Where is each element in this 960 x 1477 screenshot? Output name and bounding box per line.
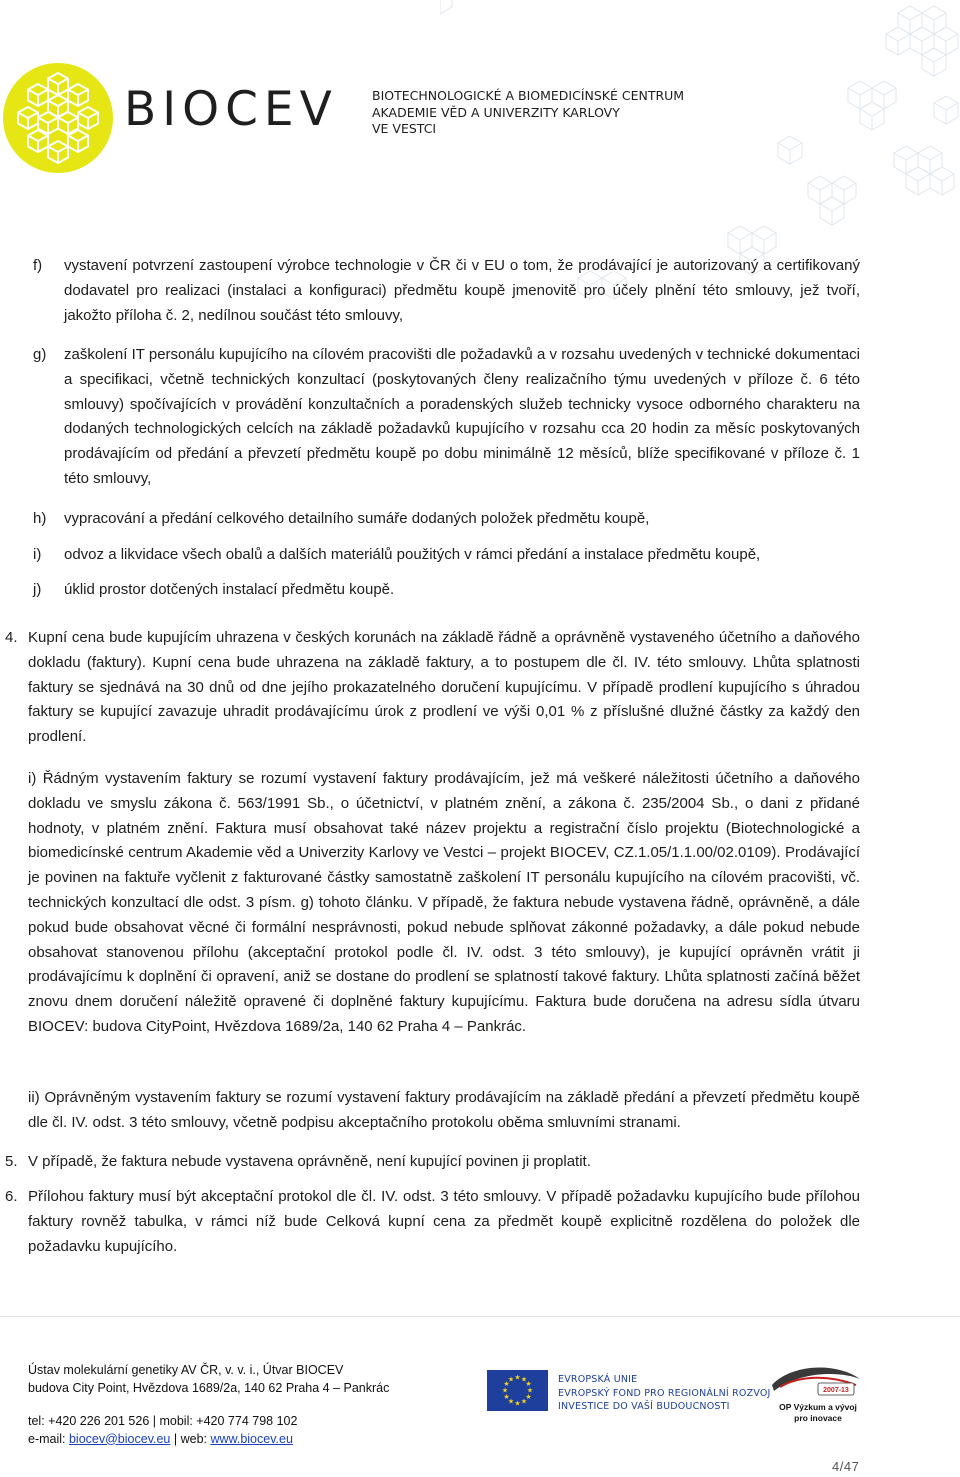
item-text: úklid prostor dotčených instalací předmětu koupě. <box>64 581 395 598</box>
biocev-logo-icon <box>2 62 114 174</box>
svg-text:2007-13: 2007-13 <box>823 1387 849 1394</box>
section-number: 5. <box>5 1153 18 1170</box>
svg-text:★: ★ <box>514 1373 521 1382</box>
section-number: 6. <box>5 1188 18 1205</box>
section-text: V případě, že faktura nebude vystavena oprávněně, není kupující povinen ji proplatit. <box>28 1153 591 1170</box>
svg-text:★: ★ <box>507 1375 515 1384</box>
section-number: 4. <box>5 629 18 646</box>
footer-address: budova City Point, Hvězdova 1689/2a, 140 62 Praha 4 – Pankrác <box>28 1380 390 1395</box>
item-label: h) <box>33 510 47 527</box>
section-text: Kupní cena bude kupujícím uhrazena v českých korunách na základě řádně a oprávněně vystaveného účetního a daňového dokladu (faktury). Kupní cena bude uhrazena na základě faktury, a to postupem dle čl. IV. této smlouvy. Lhůta splatnosti faktury se sjednává na 30 dnů od dne jejího prokazatelného doručení kupujícímu. V případě prodlení kupujícího s úhradou faktury se kupující zavazuje uhradit prodávajícímu úrok z prodlení ve výši 0,01 % z příslušné dlužné částky za každý den prodlení. <box>28 629 860 746</box>
item-text: zaškolení IT personálu kupujícího na cílovém pracovišti dle požadavků a v rozsahu uvedených v technické dokumentaci a specifikaci, včetně technických konzultací (poskytovaných členy realizačního týmu uvedených v příloze č. 6 této smlouvy) spočívajících v provádění konzultačních a poradenských služeb technicky vysoce odborného charakteru na dodaných technologických celcích na základě požadavků kupujícího v rozsahu cca 20 hodin za měsíc poskytovaných prodávajícím od předání a převzetí předmětu koupě po dobu minimálně 12 měsíců, blíže specifikované v příloze č. 1 této smlouvy, <box>64 346 860 487</box>
footer-divider <box>0 1316 960 1317</box>
logo-wordmark: BIOCEV <box>124 82 338 137</box>
web-link[interactable]: www.biocev.eu <box>210 1431 293 1446</box>
subsection-text: ii) Oprávněným vystavením faktury se rozumí vystavení faktury prodávajícím na základě předání a převzetí předmětu koupě dle čl. IV. odst. 3 této smlouvy, včetně podpisu akceptačního protokolu oběma smluvními stranami. <box>28 1089 860 1131</box>
eu-fund-label: EVROPSKÁ UNIE EVROPSKÝ FOND PRO REGIONÁLNÍ ROZVOJ INVESTICE DO VAŠÍ BUDOUCNOSTI <box>558 1374 771 1412</box>
institution-line: VE VESTCI <box>372 121 437 136</box>
item-label: j) <box>33 581 42 598</box>
svg-text:★: ★ <box>503 1393 510 1401</box>
svg-text:★: ★ <box>520 1375 528 1384</box>
item-text: vypracování a předání celkového detailního sumáře dodaných položek předmětu koupě, <box>64 510 650 527</box>
item-text: vystavení potvrzení zastoupení výrobce technologie v ČR či v EU o tom, že prodávající je autorizovaný a certifikovaný dodavatel pro realizaci (instalaci a konfiguraci) předmětu koupě jmenovitě pro účely plnění této smlouvy, jež tvoří, jakožto příloha č. 2, nedílnou součást této smlouvy, <box>64 257 860 324</box>
section-text: Přílohou faktury musí být akceptační protokol dle čl. IV. odst. 3 této smlouvy. V případě požadavku kupujícího bude přílohou faktury rovněž tabulka, v rámci níž bude Celková kupní cena za předmět koupě explicitně rozdělena do položek dle požadavku kupujícího. <box>28 1188 860 1255</box>
footer-web-line: e-mail: biocev@biocev.eu | web: www.biocev.eu <box>28 1431 293 1446</box>
item-label: i) <box>33 546 42 563</box>
svg-text:★: ★ <box>520 1397 528 1406</box>
item-label: f) <box>33 257 43 274</box>
svg-text:★: ★ <box>525 1380 532 1388</box>
item-text: odvoz a likvidace všech obalů a dalších materiálů použitých v rámci předání a instalace předmětu koupě, <box>64 546 761 563</box>
svg-text:★: ★ <box>514 1399 521 1408</box>
institution-name <box>372 88 684 138</box>
institution-line: AKADEMIE VĚD A UNIVERZITY KARLOVY <box>372 104 620 120</box>
page-number: 4/47 <box>832 1459 860 1474</box>
op-program-label: OP Výzkum a vývoj pro inovace <box>779 1402 857 1423</box>
svg-text:★: ★ <box>525 1393 532 1401</box>
institution-line: BIOTECHNOLOGICKÉ A BIOMEDICÍNSKÉ CENTRUM <box>372 88 685 103</box>
email-link[interactable]: biocev@biocev.eu <box>68 1431 171 1446</box>
op-vyzkum-logo-icon <box>760 1357 870 1441</box>
svg-text:★: ★ <box>501 1386 509 1395</box>
item-label: g) <box>33 346 47 363</box>
footer-contact <box>28 1362 389 1448</box>
svg-text:★: ★ <box>503 1380 510 1388</box>
footer-phone: tel: +420 226 201 526 | mobil: +420 774 798 102 <box>28 1414 298 1428</box>
subsection-text: i) Řádným vystavením faktury se rozumí vystavení faktury prodávajícím, jež má veškeré náležitosti účetního a daňového dokladu ve smyslu zákona č. 563/1991 Sb., o účetnictví, v platném znění, a zákona č. 235/2004 Sb., o dani z přidané hodnoty, v platném znění. Faktura musí obsahovat také název projektu a registrační číslo projektu (Biotechnologické a biomedicínské centrum Akademie věd a Univerzity Karlovy ve Vestci – projekt BIOCEV, CZ.1.05/1.1.00/02.0109). Prodávající je povinen na faktuře vyčlenit z fakturované částky samostatně zaškolení IT personálu kupujícího na cílovém pracovišti, vč. technických konzultací dle odst. 3 písm. g) tohoto článku. V případě, že faktura nebude vystavena řádně, oprávněně, a dále pokud bude obsahovat věcné či formální nesprávnosti, pokud nebude splňovat zákonné požadavky, a dále pokud nebude obsahovat stanovenou přílohu (akceptační protokol podle čl. IV. odst. 3 této smlouvy), je kupující oprávněn vrátit ji prodávajícímu k doplnění či opravení, aniž se dostane do prodlení se splatností takové faktury. Lhůta splatnosti začíná běžet znovu dnem doručení náležitě opravené či doplněné faktury kupujícímu. Faktura bude doručena na adresu sídla útvaru BIOCEV: budova CityPoint, Hvězdova 1689/2a, 140 62 Praha 4 – Pankrác. <box>28 770 860 1035</box>
svg-text:★: ★ <box>526 1386 534 1395</box>
svg-text:★: ★ <box>507 1397 515 1406</box>
eu-flag-icon <box>487 1370 548 1411</box>
footer-org: Ústav molekulární genetiky AV ČR, v. v. i., Útvar BIOCEV <box>28 1363 344 1377</box>
